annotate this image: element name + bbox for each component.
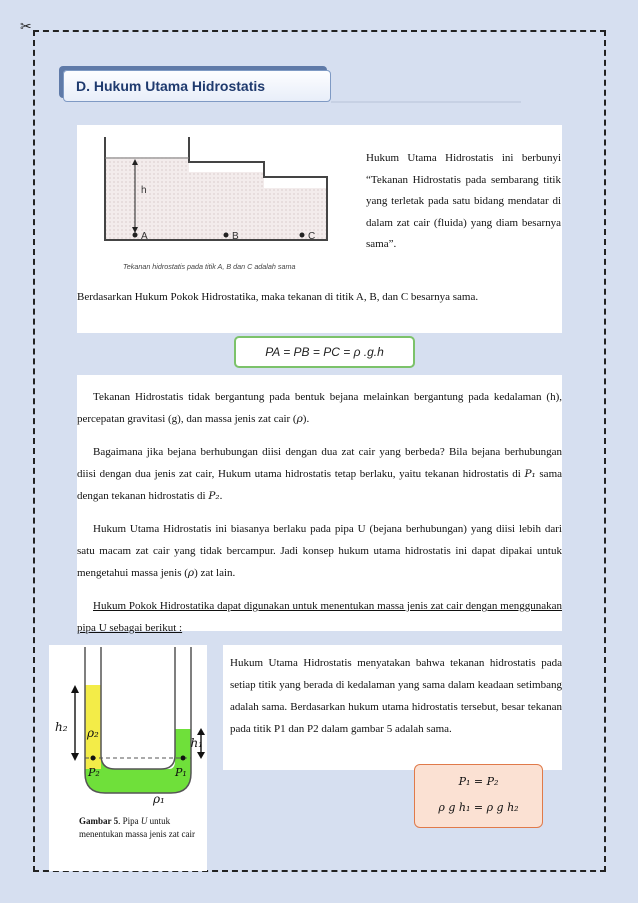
p2-text-a: Bagaimana jika bejana berhubungan diisi dengan dua zat cair yang berbeda? Bila bejana berhubungan diisi dengan dua jenis zat cair, Hukum utama hidrostatis tetap berlaku, yaitu tekanan hidrostatis di — [77, 446, 562, 480]
p2-dot — [91, 756, 96, 761]
equation-line-1: P₁ = P₂ — [458, 775, 499, 788]
rho2-label: ρ₂ — [87, 726, 99, 740]
paragraph-1 — [77, 386, 562, 430]
p2-text-b: sama dengan tekanan hidrostatis di — [77, 468, 563, 502]
p3-text-a: Hukum Utama Hidrostatis ini biasanya berlaku pada pipa U (bejana berhubungan) yang diisi lebih dari satu macam zat cair yang tidak bercampur. Jadi konsep hukum utama hidrostatis ini dapat dipakai untuk mengetahui massa jenis ( — [77, 523, 562, 579]
p1-text-a: Tekanan Hidrostatis tidak bergantung pada bentuk bejana melainkan bergantung pada kedalaman (h), percepatan gravitasi (g), dan massa jenis zat cair ( — [77, 391, 562, 425]
p1-label: P₁ — [175, 766, 187, 779]
section-heading — [63, 70, 331, 102]
section-title: D. Hukum Utama Hidrostatis — [76, 78, 266, 94]
figure-container-stepped — [77, 125, 356, 276]
stepped-vessel-diagram — [77, 125, 356, 276]
h2-label: h₂ — [55, 720, 68, 734]
statement-text: Berdasarkan Hukum Pokok Hidrostatika, maka tekanan di titik A, B, dan C besarnya sama. — [77, 291, 479, 303]
rho-symbol: ρ — [296, 413, 303, 425]
caption-bold: Gambar 5 — [79, 816, 119, 826]
rho-symbol: ρ — [187, 567, 195, 579]
height-label: h — [141, 185, 147, 196]
p2-symbol: P₂ — [208, 490, 220, 502]
h1-label: h₁ — [190, 736, 203, 750]
point-c-dot — [300, 233, 305, 238]
point-b-dot — [224, 233, 229, 238]
p1-dot — [181, 756, 186, 761]
u-tube-explanation: Hukum Utama Hidrostatis menyatakan bahwa tekanan hidrostatis pada setiap titik yang berada di kedalaman yang sama dalam keadaan setimbang adalah sama. Berdasarkan hukum utama hidrostatis tersebut, besar tekanan pada titik P1 dan P2 dalam gambar 5 adalah sama. — [230, 657, 562, 735]
figure-container-u-tube — [49, 645, 207, 871]
h1-arrow-head-top — [197, 728, 205, 735]
h1-arrow-head-bottom — [197, 752, 205, 759]
pressure-formula: PA = PB = PC = ρ .g.h — [234, 336, 415, 368]
h2-arrow-head-bottom — [71, 753, 79, 761]
point-a-label: A — [141, 231, 148, 242]
fluid-region — [105, 157, 327, 240]
paragraph-3 — [77, 518, 562, 584]
p1-text-b: ). — [302, 413, 310, 425]
paragraph-4 — [77, 595, 562, 639]
figure1-caption: Tekanan hidrostatis pada titik A, B dan C adalah sama — [123, 262, 296, 271]
p3-text-b: ) zat lain. — [194, 567, 236, 579]
caption-symbol: U — [140, 816, 148, 826]
equation-line-2: ρ g h₁ = ρ g h₂ — [438, 801, 519, 814]
p2-label: P₂ — [88, 766, 100, 779]
h2-arrow-head-top — [71, 685, 79, 693]
figure2-caption — [79, 815, 209, 841]
point-c-label: C — [308, 231, 316, 242]
p4-text: Hukum Pokok Hidrostatika dapat digunakan untuk menentukan massa jenis zat cair dengan menggunakan pipa U sebagai berikut : — [77, 600, 562, 634]
u-tube-diagram — [49, 645, 207, 817]
p2-text-c: . — [219, 490, 223, 502]
caption-text-a: . Pipa — [118, 816, 141, 826]
intro-paragraph: Hukum Utama Hidrostatis ini berbunyi “Tekanan Hidrostatis pada sembarang titik yang terletak pada satu bidang mendatar di dalam zat cair (fluida) yang diam besarnya sama”. — [366, 152, 561, 251]
equation-box — [414, 764, 543, 828]
paragraph-2 — [77, 441, 562, 507]
point-a-dot — [133, 233, 138, 238]
point-b-label: B — [232, 231, 239, 242]
caption-text-b: untuk menentukan massa jenis zat cair — [79, 816, 195, 839]
scissors-icon: ✂ — [20, 19, 32, 35]
rho1-label: ρ₁ — [153, 792, 165, 806]
u-tube-inner — [101, 647, 175, 769]
p1-symbol: P₁ — [524, 468, 536, 480]
heading-divider — [331, 101, 521, 103]
